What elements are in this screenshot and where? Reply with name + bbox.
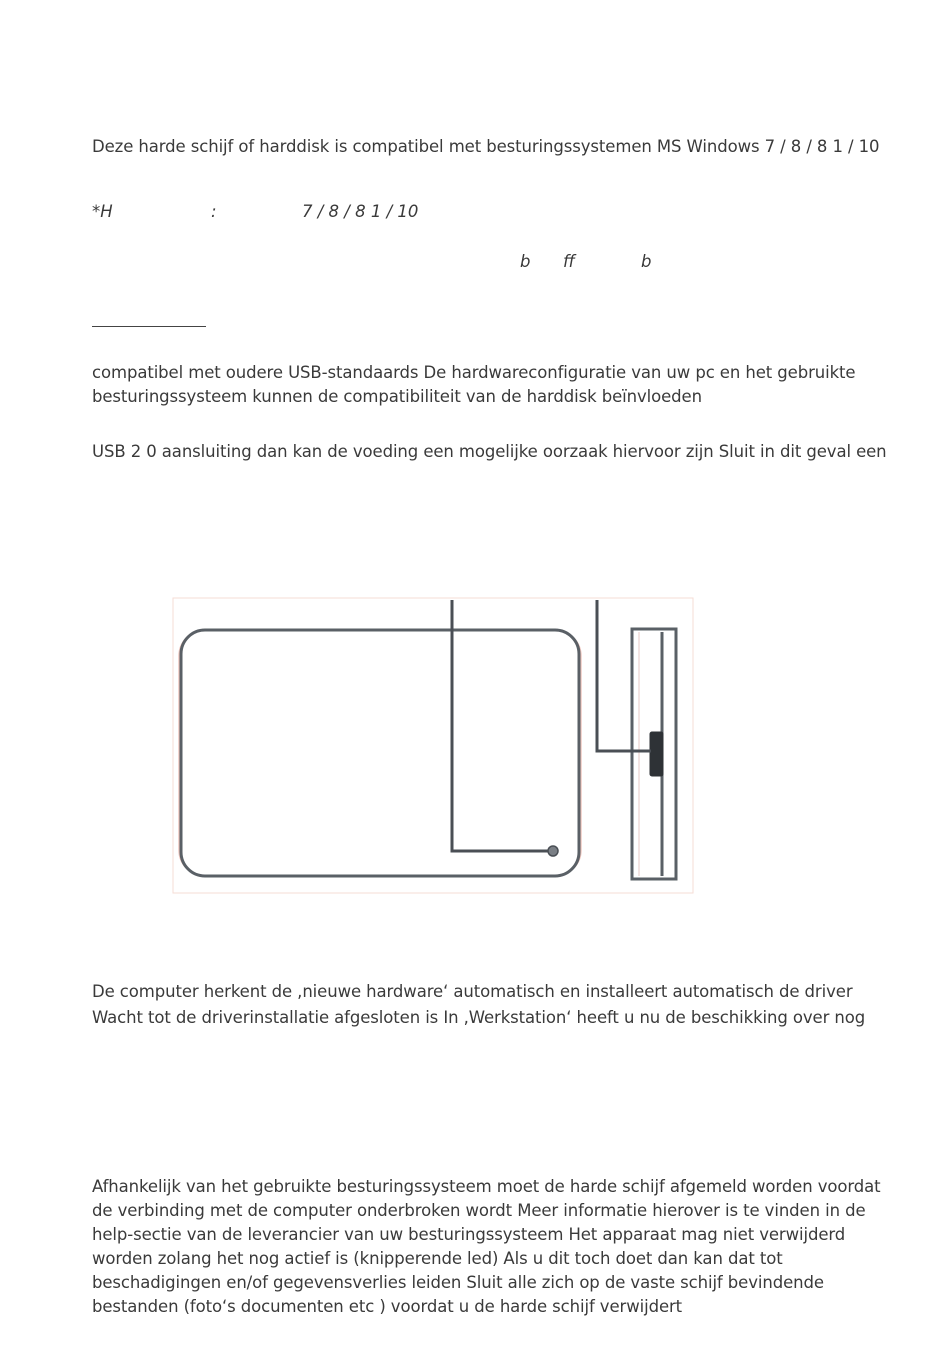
usb-line: USB 2 0 aansluiting dan kan de voeding een mogelijke oorzaak hiervoor zijn Sluit in dit geval een	[92, 442, 887, 461]
harddisk-diagram-icon	[165, 592, 700, 897]
section-divider	[92, 326, 206, 327]
removal-line-5: beschadigingen en/of gegevensverlies leiden Sluit alle zich op de vaste schijf bevindende	[92, 1273, 824, 1292]
removal-line-1: Afhankelijk van het gebruikte besturingssysteem moet de harde schijf afgemeld worden voordat	[92, 1177, 881, 1196]
install-line-1: De computer herkent de ,nieuwe hardware‘ automatisch en installeert automatisch de driver	[92, 982, 853, 1001]
note-fragment-b2: b	[641, 252, 652, 271]
removal-line-3: help-sectie van de leverancier van uw besturingssysteem Het apparaat mag niet verwijderd	[92, 1225, 846, 1244]
note-colon: :	[211, 202, 217, 221]
removal-line-4: worden zolang het nog actief is (knipperende led) Als u dit toch doet dan kan dat tot	[92, 1249, 783, 1268]
intro-line: Deze harde schijf of harddisk is compatibel met besturingssystemen MS Windows 7 / 8 / 8 1 / 10	[92, 137, 880, 156]
note-star: *H	[92, 202, 113, 221]
removal-line-2: de verbinding met de computer onderbroken wordt Meer informatie hierover is te vinden in de	[92, 1201, 866, 1220]
removal-line-6: bestanden (foto‘s documenten etc ) voordat u de harde schijf verwijdert	[92, 1297, 683, 1316]
compat-line-2: besturingssysteem kunnen de compatibiliteit van de harddisk beïnvloeden	[92, 387, 702, 406]
install-line-2: Wacht tot de driverinstallatie afgesloten is In ,Werkstation‘ heeft u nu de beschikking over nog	[92, 1008, 866, 1027]
note-fragment-b: b	[520, 252, 531, 271]
note-fragment-ff: ff	[563, 252, 575, 271]
note-versions: 7 / 8 / 8 1 / 10	[302, 202, 419, 221]
compat-line-1: compatibel met oudere USB-standaards De hardwareconfiguratie van uw pc en het gebruikte	[92, 363, 856, 382]
